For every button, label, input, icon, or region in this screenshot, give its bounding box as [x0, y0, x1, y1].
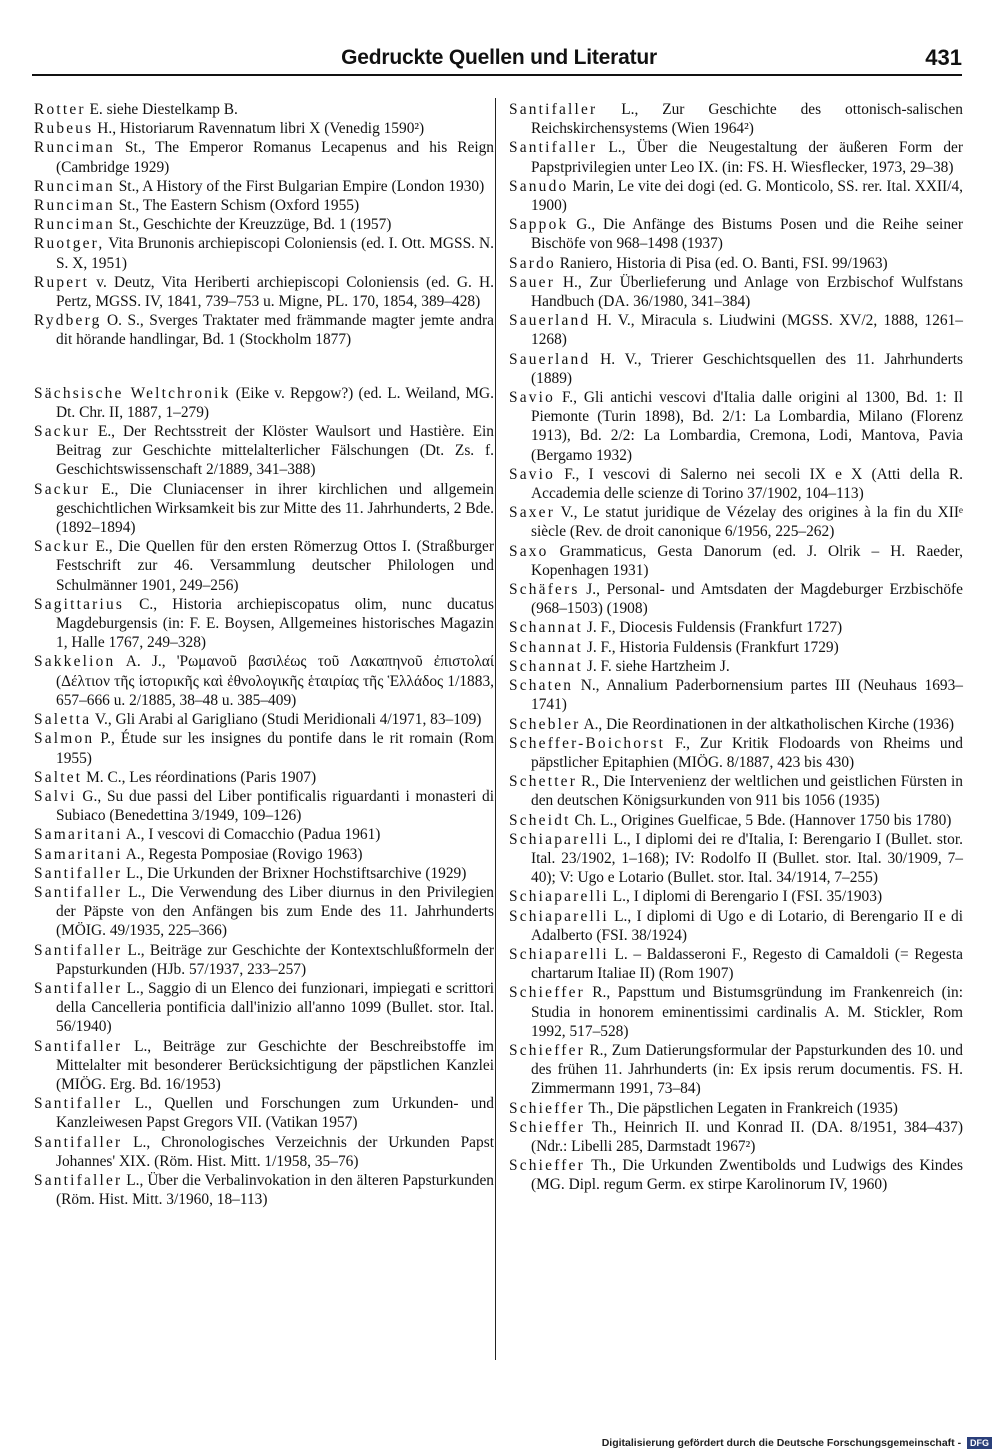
bibliography-entry — [509, 503, 963, 541]
entry-author: Santifaller — [34, 1133, 123, 1151]
bibliography-entry — [509, 638, 963, 657]
entry-author: Salmon — [34, 730, 95, 748]
bibliography-entry — [34, 1037, 494, 1095]
bibliography-entry — [34, 883, 494, 941]
entry-author: Schetter — [509, 773, 578, 791]
entry-text: St., The Eastern Schism (Oxford 1955) — [118, 197, 360, 215]
entry-text: F., I vescovi di Salerno nei secoli IX e X (Atti della R. Accademia delle scienze di Torino 37/1902, 104–113) — [531, 465, 963, 503]
bibliography-entry — [34, 595, 494, 653]
entry-text: R., Die Intervenienz der weltlichen und geistlichen Fürsten in den deutschen Königsurkunden von 911 bis 1056 (1935) — [531, 773, 963, 810]
entry-author: Schieffer — [509, 984, 585, 1002]
bibliography-entry — [34, 311, 494, 349]
entry-author: Samaritani — [34, 845, 123, 863]
entry-text: H. V., Trierer Geschichtsquellen des 11. Jahrhunderts (1889) — [531, 350, 963, 387]
bibliography-entry — [509, 772, 963, 810]
entry-author: Sackur — [34, 538, 90, 556]
entry-author: Schiaparelli — [509, 907, 609, 925]
bibliography-entry — [509, 542, 963, 580]
entry-text: G., Su due passi del Liber pontificalis riguardanti i monasteri di Subiaco (Benedettina 3/1949, 109–126) — [56, 787, 494, 825]
bibliography-entry — [509, 215, 963, 253]
bibliography-entry — [34, 1133, 494, 1171]
bibliography-entry — [509, 887, 963, 906]
entry-text: M. C., Les réordinations (Paris 1907) — [86, 768, 317, 786]
entry-author: Rupert — [34, 273, 90, 291]
entry-author: Schieffer — [509, 1041, 585, 1059]
entry-author: Sauerland — [509, 312, 591, 330]
entry-author: Rotter — [34, 101, 86, 118]
bibliography-entry — [509, 811, 963, 830]
dfg-logo: DFG — [967, 1437, 992, 1449]
bibliography-entry — [34, 941, 494, 979]
entry-text: L., Quellen und Forschungen zum Urkunden- und Kanzleiwesen Papst Gregors VII. (Vatikan 1957) — [56, 1095, 494, 1132]
entry-text: O. S., Sverges Traktater med främmande magter jemte andra dit hörande handlingar, Bd. 1 (Stockholm 1877) — [56, 312, 494, 349]
entry-text: J. F., Diocesis Fuldensis (Frankfurt 1727) — [586, 619, 843, 637]
bibliography-entry — [509, 945, 963, 983]
bibliography-entry — [34, 138, 494, 176]
entry-author: Sauerland — [509, 350, 591, 368]
bibliography-entry — [509, 465, 963, 503]
entry-text: (Eike v. Repgow?) (ed. L. Weiland, MG. Dt. Chr. II, 1887, 1–279) — [56, 384, 494, 421]
entry-author: Sächsische Weltchronik — [34, 384, 231, 402]
footer — [602, 1437, 992, 1449]
entry-text: L., Über die Verbalinvokation in den älteren Papsturkunden (Röm. Hist. Mitt. 3/1960, 18–113) — [56, 1171, 494, 1209]
entry-text: Th., Die Urkunden Zwentibolds und Ludwigs des Kindes (MG. Dipl. regum Germ. ex stirpe Karolinorum IV, 1960) — [531, 1157, 963, 1194]
entry-author: Santifaller — [34, 979, 123, 997]
entry-author: Santifaller — [34, 883, 123, 901]
bibliography-entry — [509, 273, 963, 311]
bibliography-entry — [34, 864, 494, 883]
entry-author: Schannat — [509, 657, 584, 675]
entry-author: Santifaller — [34, 1171, 123, 1189]
entry-text: F., Zur Kritik Flodoards von Rheims und päpstlicher Epitaphien (MIÖG. 8/1887, 423 bis 430) — [531, 734, 963, 771]
entry-text: J. F., Historia Fuldensis (Frankfurt 1729) — [586, 638, 839, 656]
bibliography-entry — [509, 1041, 963, 1099]
entry-author: Sappok — [509, 216, 569, 234]
bibliography-entry — [509, 1118, 963, 1156]
entry-author: Schäfers — [509, 581, 580, 599]
bibliography-entry — [34, 234, 494, 272]
entry-text: Grammaticus, Gesta Danorum (ed. J. Olrik – H. Raeder, Kopenhagen 1931) — [531, 542, 963, 579]
entry-author: Schaten — [509, 677, 574, 695]
entry-text: L., Beiträge zur Geschichte der Kontextschlußformeln der Papsturkunden (HJb. 57/1937, 233–257) — [56, 941, 494, 978]
entry-text: E., Der Rechtsstreit der Klöster Waulsort und Hastière. Ein Beitrag zur Geschichte mittelalterlicher Fälschungen (Dt. Zs. f. Geschichtswissenschaft 2/1889, 341–388) — [56, 423, 494, 479]
entry-author: Savio — [509, 389, 556, 407]
page-title: Gedruckte Quellen und Literatur — [341, 46, 657, 69]
bibliography-entry — [34, 729, 494, 767]
entry-author: Ruotger, — [34, 235, 105, 253]
entry-text: L., I diplomi di Berengario I (FSI. 35/1903) — [612, 888, 883, 906]
entry-text: E., Die Quellen für den ersten Römerzug Ottos I. (Straßburger Festschrift zur 46. Versammlung deutscher Philologen und Schulmänner 1901, 249–256) — [56, 538, 494, 594]
entry-text: H. V., Miracula s. Liudwini (MGSS. XV/2, 1888, 1261–1268) — [531, 312, 963, 349]
entry-author: Schiaparelli — [509, 830, 609, 848]
entry-text: A., I vescovi di Comacchio (Padua 1961) — [125, 826, 381, 844]
running-header — [32, 40, 962, 76]
entry-text: Ch. L., Origines Guelficae, 5 Bde. (Hannover 1750 bis 1780) — [574, 811, 952, 829]
entry-text: L., Zur Geschichte des ottonisch-salischen Reichskirchensystems (Wien 1964²) — [531, 101, 963, 138]
bibliography-entry — [34, 480, 494, 538]
bibliography-entry — [34, 1171, 494, 1209]
entry-text: J. F. siehe Hartzheim J. — [586, 657, 730, 675]
entry-author: Schiaparelli — [509, 888, 609, 906]
bibliography-entry — [509, 983, 963, 1041]
entry-author: Schebler — [509, 715, 581, 733]
bibliography-entry — [34, 768, 494, 787]
entry-text: V., Le statut juridique de Vézelay des origines à la fin du XIIᵉ siècle (Rev. de droit canonique 6/1956, 225–262) — [531, 504, 963, 541]
entry-author: Saltet — [34, 768, 83, 786]
entry-text: v. Deutz, Vita Heriberti archiepiscopi Coloniensis (ed. G. H. Pertz, MGSS. IV, 1841, 739–753 u. Migne, PL. 170, 1854, 389–428) — [56, 273, 494, 311]
bibliography-entry — [34, 215, 494, 234]
bibliography-entry — [509, 100, 963, 138]
entry-text: H., Zur Überlieferung und Anlage von Erzbischof Wulfstans Handbuch (DA. 36/1980, 341–384) — [531, 273, 963, 311]
entry-text: E., Die Cluniacenser in ihrer kirchlichen und allgemein geschichtlichen Wirksamkeit bis zur Mitte des 11. Jahrhunderts, 2 Bde. (1892–1894) — [56, 480, 494, 537]
entry-author: Runciman — [34, 197, 115, 215]
entry-author: Schannat — [509, 638, 584, 656]
entry-text: St., A History of the First Bulgarian Empire (London 1930) — [118, 177, 485, 195]
entry-text: R., Papsttum und Bistumsgründung im Frankenreich (in: Studia in honorem eminentissimi cardinalis A. M. Stickler, Rom 1992, 517–528) — [531, 984, 963, 1040]
entry-text: F., Gli antichi vescovi d'Italia dalle origini al 1300, Bd. 1: Il Piemonte (Turin 1898), Bd. 2/1: La Lombardia, Milano (Florenz 1913), Bd. 2/2: La Lombardia, Cremona, Lodi, Mantova, Pavia (Bergamo 1932) — [531, 389, 963, 464]
right-column — [509, 100, 963, 1195]
bibliography-entry — [34, 710, 494, 729]
entry-text: L., I diplomi di Ugo e di Lotario, di Berengario II e di Adalberto (FSI. 38/1924) — [531, 907, 963, 944]
entry-author: Sanudo — [509, 177, 569, 195]
entry-author: Santifaller — [34, 1095, 123, 1113]
footer-text: Digitalisierung gefördert durch die Deutsche Forschungsgemeinschaft - — [601, 1437, 962, 1449]
bibliography-entry — [34, 422, 494, 480]
entry-author: Schieffer — [509, 1099, 585, 1117]
bibliography-entry — [509, 1156, 963, 1194]
bibliography-entry — [509, 657, 963, 676]
entry-text: J., Personal- und Amtsdaten der Magdeburger Erzbischöfe (968–1503) (1908) — [531, 581, 963, 618]
entry-author: Scheffer-Boichorst — [509, 734, 666, 752]
entry-text: L., Die Urkunden der Brixner Hochstiftsarchive (1929) — [126, 864, 467, 882]
bibliography-entry — [34, 652, 494, 710]
entry-text: N., Annalium Paderbornensium partes III (Neuhaus 1693–1741) — [531, 677, 963, 714]
entry-text: C., Historia archiepiscopatus olim, nunc ducatus Magdeburgensis (in: F. E. Boysen, Allgemeines historisches Magazin 1, Halle 1767, 249–328) — [56, 595, 494, 652]
left-column — [34, 100, 494, 1209]
entry-text: Th., Die päpstlichen Legaten in Frankreich (1935) — [588, 1099, 898, 1117]
entry-author: Sackur — [34, 480, 90, 498]
bibliography-entry — [34, 1094, 494, 1132]
entry-author: Saletta — [34, 711, 92, 729]
entry-text: L., Beiträge zur Geschichte der Beschreibstoffe im Mittelalter mit besonderer Berücksichtigung der päpstlichen Kanzlei (MIÖG. Erg. Bd. 16/1953) — [56, 1037, 494, 1093]
bibliography-entry — [34, 100, 494, 119]
entry-text: E. siehe Diestelkamp B. — [89, 101, 238, 118]
bibliography-entry — [509, 311, 963, 349]
entry-text: Raniero, Historia di Pisa (ed. O. Banti, FSI. 99/1963) — [559, 254, 888, 272]
entry-author: Santifaller — [509, 139, 598, 157]
bibliography-entry — [34, 273, 494, 311]
entry-text: P., Étude sur les insignes du pontife dans le rit romain (Rom 1955) — [56, 730, 494, 767]
entry-text: St., Geschichte der Kreuzzüge, Bd. 1 (1957) — [118, 216, 392, 234]
entry-author: Runciman — [34, 216, 115, 234]
entry-author: Saxo — [509, 542, 549, 560]
entry-author: Runciman — [34, 139, 115, 157]
entry-text: L., Saggio di un Elenco dei funzionari, impiegati e scrittori della Cancelleria pontificia dall'inizio all'anno 1099 (Bullet. stor. Ital. 56/1940) — [56, 979, 494, 1036]
bibliography-entry — [34, 537, 494, 595]
entry-text: R., Zum Datierungsformular der Papsturkunden des 10. und des frühen 11. Jahrhunderts (in: Ex ipsis rerum documentis. FS. H. Zimmermann 1991, 73–84) — [531, 1041, 963, 1098]
entry-author: Schieffer — [509, 1157, 585, 1175]
bibliography-entry — [509, 177, 963, 215]
entry-text: A. J., 'Ρωμανοῦ βασιλέως τοῦ Λακαπηνοῦ ἐπιστολαί (Δέλτιον τῆς ἱστορικῆς καὶ ἐθνολογικῆς ἑταιρίας τῆς Ἑλλάδος 1/1883, 657–666 u. 2/1885, 38–48 u. 385–409) — [56, 653, 494, 709]
column-divider — [495, 98, 496, 1360]
entry-author: Rydberg — [34, 312, 102, 330]
entry-author: Santifaller — [34, 864, 123, 882]
bibliography-entry — [34, 177, 494, 196]
bibliography-entry — [34, 384, 494, 422]
bibliography-entry — [509, 254, 963, 273]
entry-text: St., The Emperor Romanus Lecapenus and his Reign (Cambridge 1929) — [56, 139, 494, 176]
entry-author: Schannat — [509, 619, 584, 637]
bibliography-entry — [509, 580, 963, 618]
bibliography-entry — [34, 196, 494, 215]
bibliography-entry — [509, 138, 963, 176]
entry-text: L., I diplomi dei re d'Italia, I: Berengario I (Bullet. stor. Ital. 23/1902, 1–168); IV: Rodolfo II (Bullet. stor. Ital. 30/1909, 7–40); V: Ugo e Lotario (Bullet. stor. Ital. 34/1914, 7–255) — [531, 830, 963, 887]
bibliography-entry — [34, 825, 494, 844]
bibliography-entry — [34, 787, 494, 825]
entry-author: Sackur — [34, 423, 90, 441]
entry-author: Sauer — [509, 273, 556, 291]
bibliography-entry — [509, 734, 963, 772]
entry-text: L., Die Verwendung des Liber diurnus in den Privilegien der Päpste von den Anfängen bis zum Ende des 11. Jahrhunderts (MÖIG. 49/1935, 225–366) — [56, 883, 494, 940]
entry-author: Scheidt — [509, 811, 571, 829]
bibliography-entry — [34, 119, 494, 138]
bibliography-entry — [34, 979, 494, 1037]
entry-author: Samaritani — [34, 826, 123, 844]
bibliography-entry — [509, 350, 963, 388]
entry-author: Salvi — [34, 787, 77, 805]
entry-text: L., Über die Neugestaltung der äußeren Form der Papstprivilegien unter Leo IX. (in: FS. H. Wiesflecker, 1973, 29–38) — [531, 139, 963, 176]
entry-text: H., Historiarum Ravennatum libri X (Venedig 1590²) — [97, 120, 425, 138]
entry-author: Sagittarius — [34, 595, 125, 613]
entry-text: L., Chronologisches Verzeichnis der Urkunden Papst Johannes' XIX. (Röm. Hist. Mitt. 1/1958, 35–76) — [56, 1133, 494, 1170]
bibliography-entry — [509, 715, 963, 734]
bibliography-entry — [509, 388, 963, 465]
bibliography-entry — [509, 1099, 963, 1118]
page-number: 431 — [925, 45, 962, 70]
entry-author: Savio — [509, 465, 556, 483]
entry-text: A., Die Reordinationen in der altkatholischen Kirche (1936) — [583, 715, 955, 733]
entry-author: Sardo — [509, 254, 556, 272]
entry-text: Vita Brunonis archiepiscopi Coloniensis (ed. I. Ott. MGSS. N. S. X, 1951) — [56, 235, 494, 272]
bibliography-entry — [509, 907, 963, 945]
entry-author: Saxer — [509, 504, 556, 522]
entry-author: Santifaller — [34, 1037, 123, 1055]
entry-author: Rubeus — [34, 120, 94, 138]
entry-author: Santifaller — [509, 101, 598, 118]
entry-author: Sakkelion — [34, 653, 116, 671]
bibliography-entry — [509, 618, 963, 637]
entry-author: Runciman — [34, 177, 115, 195]
entry-text: Th., Heinrich II. und Konrad II. (DA. 8/1951, 384–437) (Ndr.: Libelli 285, Darmstadt 1967²) — [531, 1118, 963, 1155]
entry-author: Santifaller — [34, 941, 123, 959]
bibliography-entry — [34, 845, 494, 864]
entry-text: Marin, Le vite dei dogi (ed. G. Monticolo, SS. rer. Ital. XXII/4, 1900) — [531, 177, 963, 215]
bibliography-entry — [509, 676, 963, 714]
bibliography-entry — [509, 830, 963, 888]
entry-text: L. – Baldasseroni F., Regesto di Camaldoli (= Regesta chartarum Italiae II) (Rom 1907) — [531, 945, 963, 983]
entry-text: A., Regesta Pomposiae (Rovigo 1963) — [125, 845, 363, 863]
entry-author: Schieffer — [509, 1118, 585, 1136]
entry-text: V., Gli Arabi al Garigliano (Studi Meridionali 4/1971, 83–109) — [94, 711, 482, 729]
entry-text: G., Die Anfänge des Bistums Posen und die Reihe seiner Bischöfe von 968–1498 (1937) — [531, 216, 963, 253]
entry-author: Schiaparelli — [509, 945, 609, 963]
